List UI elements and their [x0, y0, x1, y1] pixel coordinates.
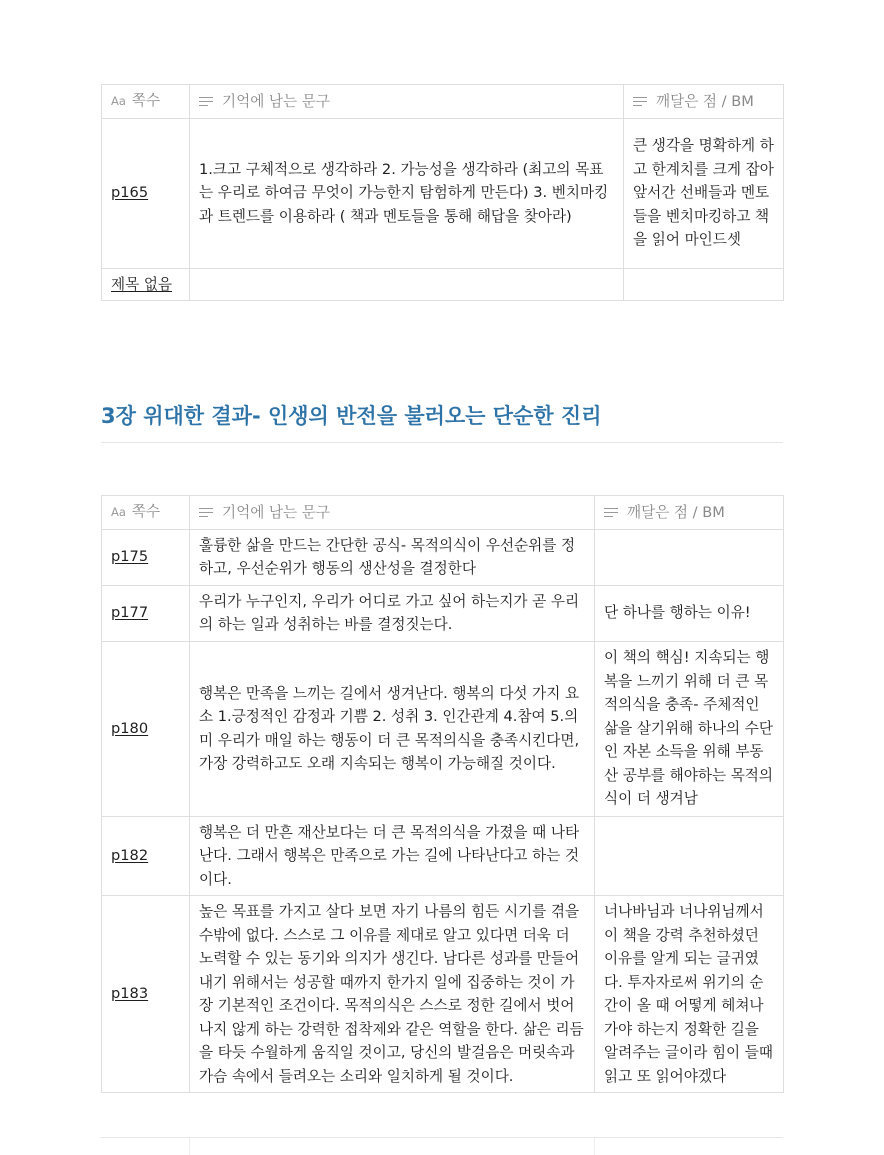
text-lines-icon [199, 508, 213, 518]
page-link[interactable]: p183 [111, 985, 149, 1003]
section-heading: 3장 위대한 결과- 인생의 반전을 불러오는 단순한 진리 [101, 401, 783, 443]
page-cell [102, 585, 190, 641]
insight-column-label: 깨달은 점 / BM [656, 92, 754, 110]
table-row [102, 529, 784, 585]
table-row [102, 641, 784, 816]
insight-cell[interactable]: 이 책의 핵심! 지속되는 행복을 느끼기 위해 더 큰 목적의식을 충족- 주체적인 삶을 살기위해 하나의 수단인 자본 소득을 위해 부동산 공부를 해야하는 목적의식이 더 생겨남 [595, 641, 784, 816]
page-link[interactable]: p165 [111, 184, 149, 202]
text-lines-icon [633, 97, 647, 107]
table-row [102, 118, 784, 268]
page-column-label: 쪽수 [131, 92, 161, 109]
insight-cell[interactable] [595, 529, 784, 585]
table-row [102, 896, 784, 1093]
page-column-label: 쪽수 [131, 503, 161, 520]
quote-cell[interactable]: 훌륭한 삶을 만드는 간단한 공식- 목적의식이 우선순위를 정하고, 우선순위가 행동의 생산성을 결정한다 [190, 529, 595, 585]
quote-cell[interactable]: 1.크고 구체적으로 생각하라 2. 가능성을 생각하라 (최고의 목표는 우리로 하여금 무엇이 가능한지 탐험하게 만든다) 3. 벤치마킹과 트렌드를 이용하라 ( 책과 멘토들을 통해 해답을 찾아라) [190, 118, 624, 268]
next-table-top-border [101, 1137, 783, 1138]
page-cell [102, 816, 190, 896]
insight-cell[interactable]: 단 하나를 행하는 이유! [595, 585, 784, 641]
page-link[interactable]: p177 [111, 604, 149, 622]
page-cell [102, 529, 190, 585]
table-row [102, 268, 784, 301]
next-table-column-divider [189, 1138, 190, 1155]
page-column-header[interactable] [102, 496, 190, 530]
reading-notes-table-1 [101, 84, 784, 301]
insight-cell[interactable]: 너나바님과 너나위님께서 이 책을 강력 추천하셨던 이유를 알게 되는 글귀였다. 투자자로써 위기의 순간이 올 때 어떻게 헤쳐나가야 하는지 정확한 길을 알려주는 글이라 힘이 들때 읽고 또 읽어야겠다 [595, 896, 784, 1093]
quote-cell[interactable]: 행복은 만족을 느끼는 길에서 생겨난다. 행복의 다섯 가지 요소 1.긍정적인 감정과 기쁨 2. 성취 3. 인간관계 4.참여 5.의미 우리가 매일 하는 행동이 더 큰 목적의식을 충족시킨다면, 가장 강력하고도 오래 지속되는 행복이 가능해질 것이다. [190, 641, 595, 816]
table-header-row [102, 496, 784, 530]
page-column-header[interactable] [102, 85, 190, 119]
page-cell [102, 118, 190, 268]
insight-column-header[interactable] [595, 496, 784, 530]
quote-cell[interactable]: 우리가 누구인지, 우리가 어디로 가고 싶어 하는지가 곧 우리의 하는 일과 성취하는 바를 결정짓는다. [190, 585, 595, 641]
insight-cell[interactable] [595, 816, 784, 896]
quote-column-label: 기억에 남는 문구 [222, 92, 330, 110]
quote-cell[interactable] [190, 268, 624, 301]
page-cell [102, 268, 190, 301]
insight-cell[interactable] [624, 268, 784, 301]
page-cell [102, 896, 190, 1093]
page-cell [102, 641, 190, 816]
table-row [102, 585, 784, 641]
page-link[interactable]: p175 [111, 548, 149, 566]
text-lines-icon [199, 97, 213, 107]
text-lines-icon [604, 508, 618, 518]
insight-cell[interactable]: 큰 생각을 명확하게 하고 한계치를 크게 잡아 앞서간 선배들과 멘토들을 벤치마킹하고 책을 읽어 마인드셋 [624, 118, 784, 268]
reading-notes-table-2 [101, 495, 784, 1093]
text-property-icon: Aa [111, 505, 126, 519]
page-link[interactable]: 제목 없음 [111, 275, 173, 293]
quote-column-header[interactable] [190, 496, 595, 530]
table-header-row [102, 85, 784, 119]
page-link[interactable]: p180 [111, 719, 149, 737]
quote-cell[interactable]: 행복은 더 만흔 재산보다는 더 큰 목적의식을 가졌을 때 나타난다. 그래서 행복은 만족으로 가는 길에 나타난다고 하는 것이다. [190, 816, 595, 896]
insight-column-header[interactable] [624, 85, 784, 119]
text-property-icon: Aa [111, 94, 126, 108]
insight-column-label: 깨달은 점 / BM [627, 503, 725, 521]
quote-cell[interactable]: 높은 목표를 가지고 살다 보면 자기 나름의 힘든 시기를 겪을 수밖에 없다. 스스로 그 이유를 제대로 알고 있다면 더욱 더 노력할 수 있는 동기와 의지가 생긴다. 남다른 성과를 만들어 내기 위해서는 성공할 때까지 한가지 일에 집중하는 것이 가장 기본적인 조건이다. 목적의식은 스스로 정한 길에서 벗어나지 않게 하는 강력한 접착제와 같은 역할을 한다. 삶은 리듬을 타듯 수월하게 움직일 것이고, 당신의 발걸음은 머릿속과 가슴 속에서 들려오는 소리와 일치하게 될 것이다. [190, 896, 595, 1093]
page-link[interactable]: p182 [111, 847, 149, 864]
table-row [102, 816, 784, 896]
quote-column-label: 기억에 남는 문구 [222, 503, 330, 521]
next-table-column-divider [594, 1138, 595, 1155]
quote-column-header[interactable] [190, 85, 624, 119]
